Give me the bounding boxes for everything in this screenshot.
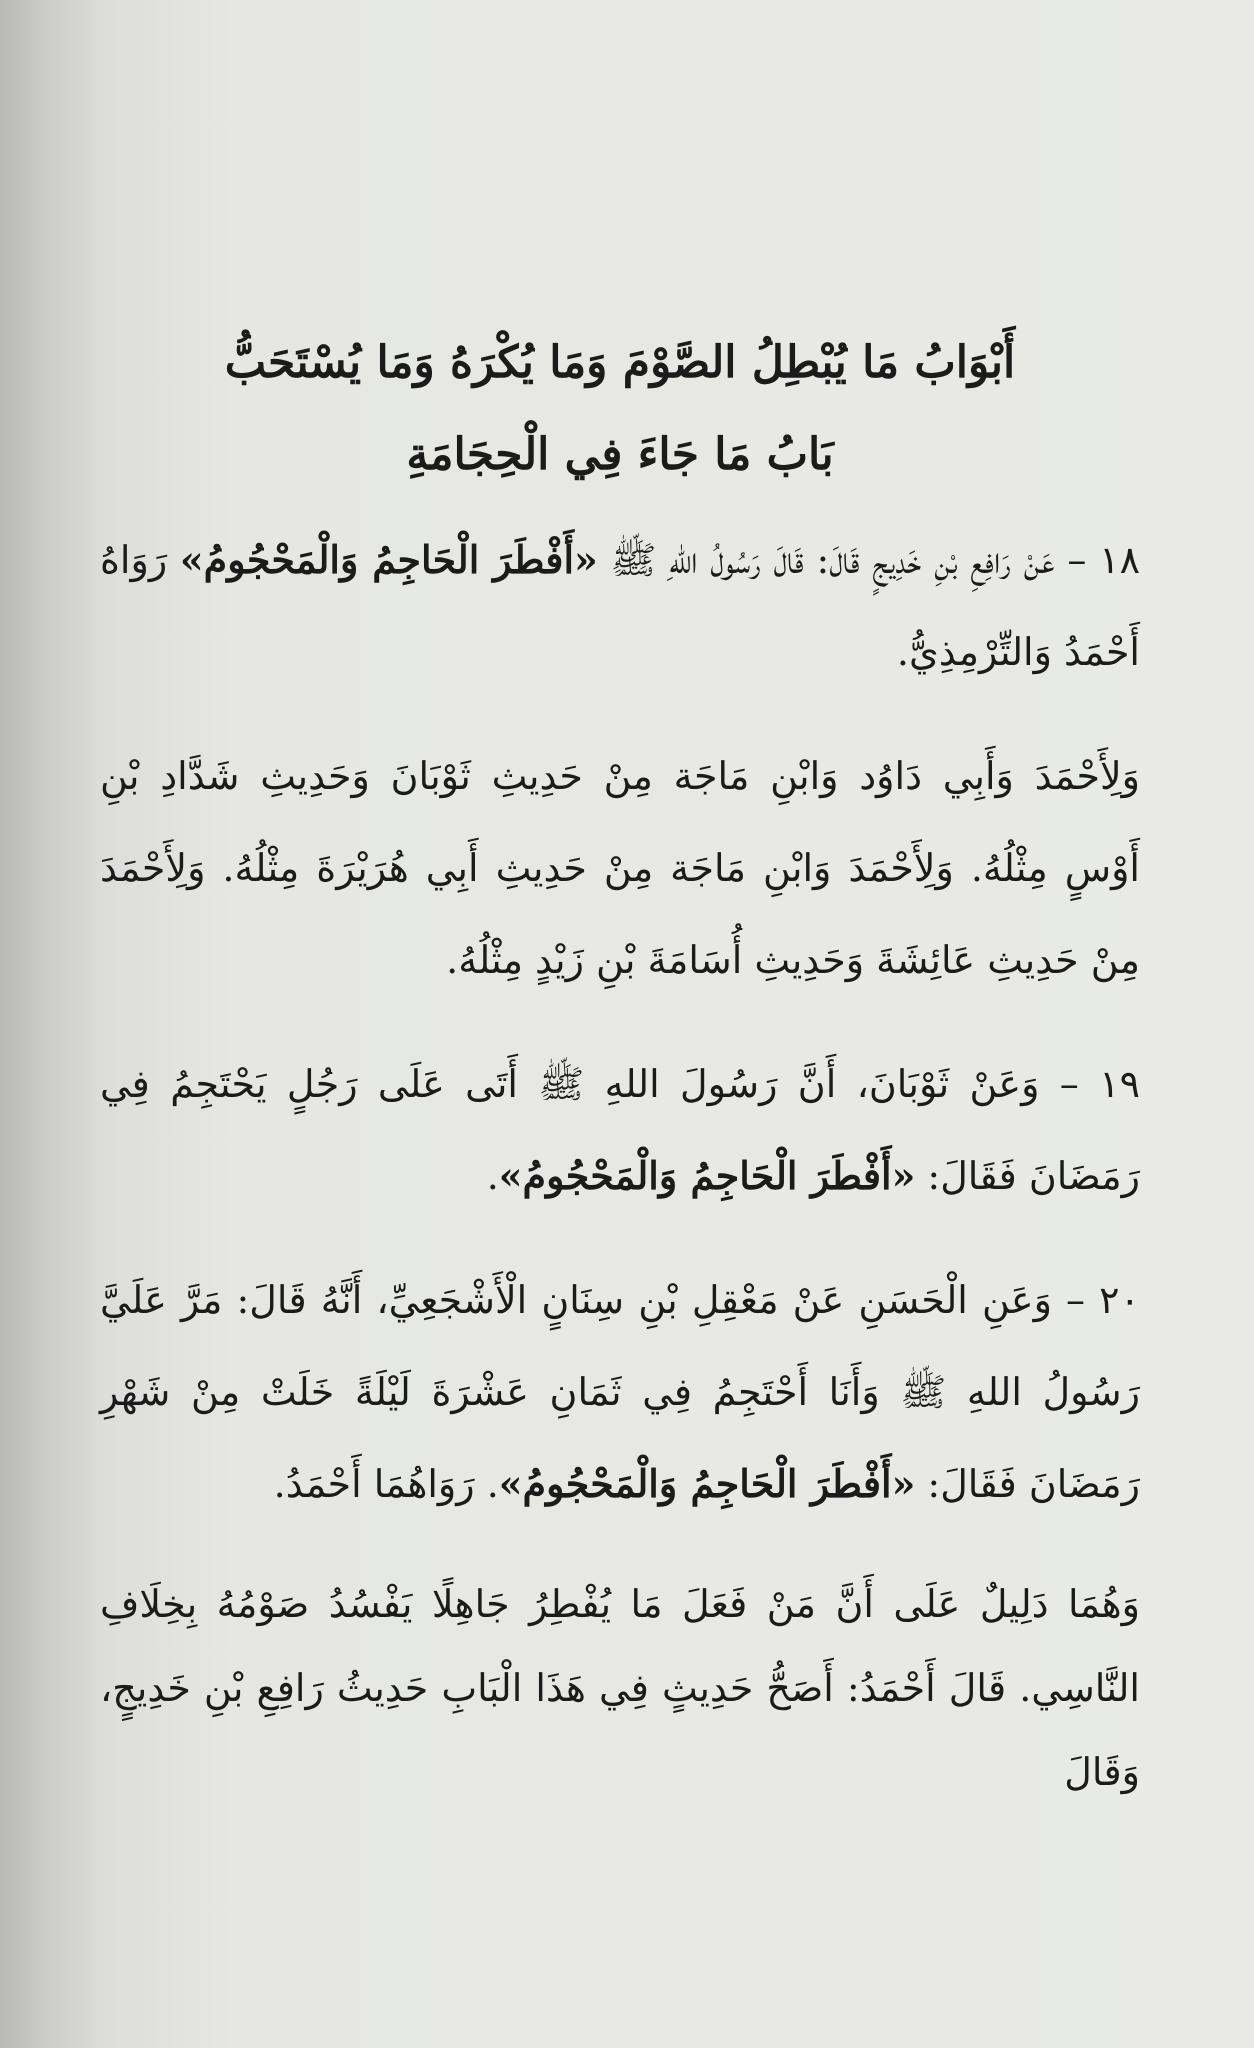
hadith-lead: عَنْ رَافِعِ بْنِ خَدِيجٍ قَالَ: قَالَ رَسُولُ اللهِ ﷺ — [597, 538, 1055, 582]
hadith-source: . رَوَاهُمَا أَحْمَدُ. — [273, 1462, 499, 1506]
hadith-matn: «أَفْطَرَ الْحَاجِمُ وَالْمَحْجُومُ» — [498, 1153, 916, 1198]
dash: – — [1051, 1278, 1100, 1322]
hadith-18 — [100, 514, 1140, 698]
dash: – — [1054, 538, 1100, 582]
page-text — [100, 330, 1140, 1846]
hadith-source: . — [486, 1154, 499, 1198]
hadith-matn: «أَفْطَرَ الْحَاجِمُ وَالْمَحْجُومُ» — [179, 537, 598, 582]
hadith-18-note: وَلِأَحْمَدَ وَأَبِي دَاوُد وَابْنِ مَاجَة مِنْ حَدِيثِ ثَوْبَانَ وَحَدِيثِ شَدَّادِ بْنِ أَوْسٍ مِثْلُهُ. وَلِأَحْمَدَ وَابْنِ مَاجَة مِنْ حَدِيثِ أَبِي هُرَيْرَةَ مِثْلُهُ. وَلِأَحْمَدَ مِنْ حَدِيثِ عَائِشَةَ وَحَدِيثِ أُسَامَةَ بْنِ زَيْدٍ مِثْلُهُ. — [100, 754, 1140, 982]
hadith-number: ١٨ — [1099, 538, 1140, 582]
hadith-number: ١٩ — [1099, 1062, 1140, 1106]
hadith-number: ٢٠ — [1099, 1278, 1140, 1322]
hadith-lead: وَعَنِ الْحَسَنِ عَنْ مَعْقِلِ بْنِ سِنَانٍ الْأَشْجَعِيِّ، أَنَّهُ قَالَ: مَرَّ عَلَيَّ رَسُولُ اللهِ ﷺ وَأَنَا أَحْتَجِمُ فِي ثَمَانِ عَشْرَةَ لَيْلَةً خَلَتْ مِنْ شَهْرِ رَمَضَانَ فَقَالَ: — [100, 1278, 1140, 1506]
hadith-20 — [100, 1254, 1140, 1530]
hadith-source: رَوَاهُ أَحْمَدُ وَالتِّرْمِذِيُّ. — [100, 538, 1140, 674]
section-heading: بَابُ مَا جَاءَ فِي الْحِجَامَةِ — [406, 429, 834, 480]
hadith-19 — [100, 1038, 1140, 1222]
spine-shadow — [0, 0, 110, 2048]
hadith-matn: «أَفْطَرَ الْحَاجِمُ وَالْمَحْجُومُ» — [498, 1461, 916, 1506]
chapter-heading: أَبْوَابُ مَا يُبْطِلُ الصَّوْمَ وَمَا يُكْرَهُ وَمَا يُسْتَحَبُّ — [224, 337, 1016, 388]
commentary: وَهُمَا دَلِيلٌ عَلَى أَنَّ مَنْ فَعَلَ مَا يُفْطِرُ جَاهِلًا يَفْسُدُ صَوْمُهُ بِخِلَافِ النَّاسِي. قَالَ أَحْمَدُ: أَصَحُّ حَدِيثٍ فِي هَذَا الْبَابِ حَدِيثُ رَافِعِ بْنِ خَدِيجٍ، وَقَالَ — [100, 1582, 1140, 1794]
hadith-lead: وَعَنْ ثَوْبَانَ، أَنَّ رَسُولَ اللهِ ﷺ أَتَى عَلَى رَجُلٍ يَحْتَجِمُ فِي رَمَضَانَ فَقَالَ: — [100, 1062, 1140, 1198]
dash: – — [1039, 1062, 1100, 1106]
